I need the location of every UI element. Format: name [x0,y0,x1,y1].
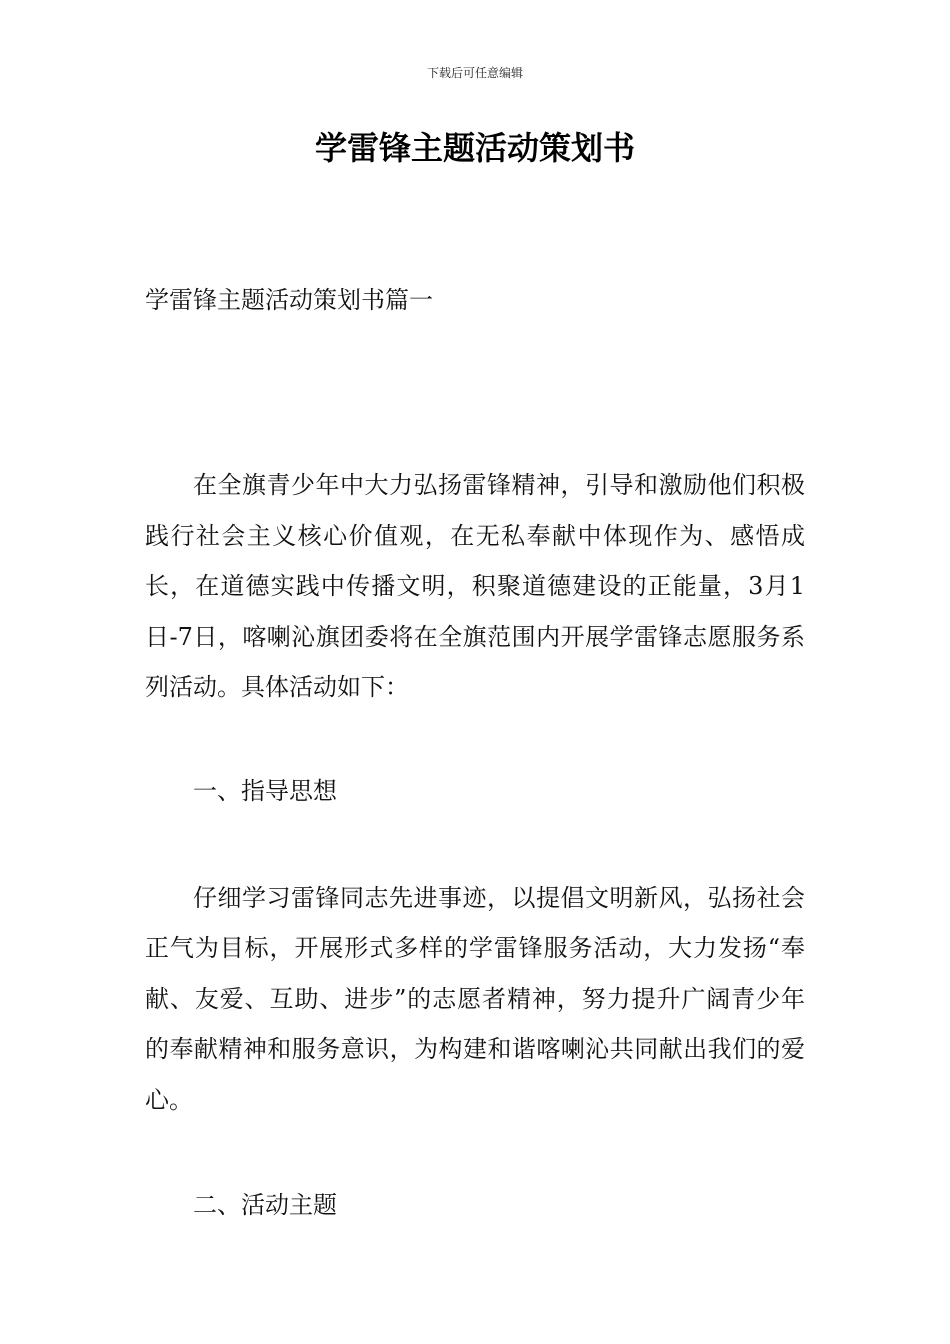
section-heading-guiding-ideology: 一、指导思想 [193,776,337,805]
intro-paragraph: 在全旗青少年中大力弘扬雷锋精神，引导和激励他们积极践行社会主义核心价值观，在无私奉献中体现作为、感悟成长，在道德实践中传播文明，积聚道德建设的正能量，3月1日-7日，喀喇沁旗团委将在全旗范围内开展学雷锋志愿服务系列活动。具体活动如下： [145,471,805,701]
subtitle: 学雷锋主题活动策划书篇一 [145,286,433,314]
section-body-guiding-ideology: 仔细学习雷锋同志先进事迹，以提倡文明新风，弘扬社会正气为目标，开展形式多样的学雷锋服务活动，大力发扬“奉献、友爱、互助、进步”的志愿者精神，努力提升广阔青少年的奉献精神和服务意识，为构建和谐喀喇沁共同献出我们的爱心。 [145,883,805,1114]
document-title: 学雷锋主题活动策划书 [314,129,635,167]
header-note: 下载后可任意编辑 [426,66,523,80]
document-body [145,280,805,1225]
section-heading-activity-theme: 二、活动主题 [193,1191,337,1219]
